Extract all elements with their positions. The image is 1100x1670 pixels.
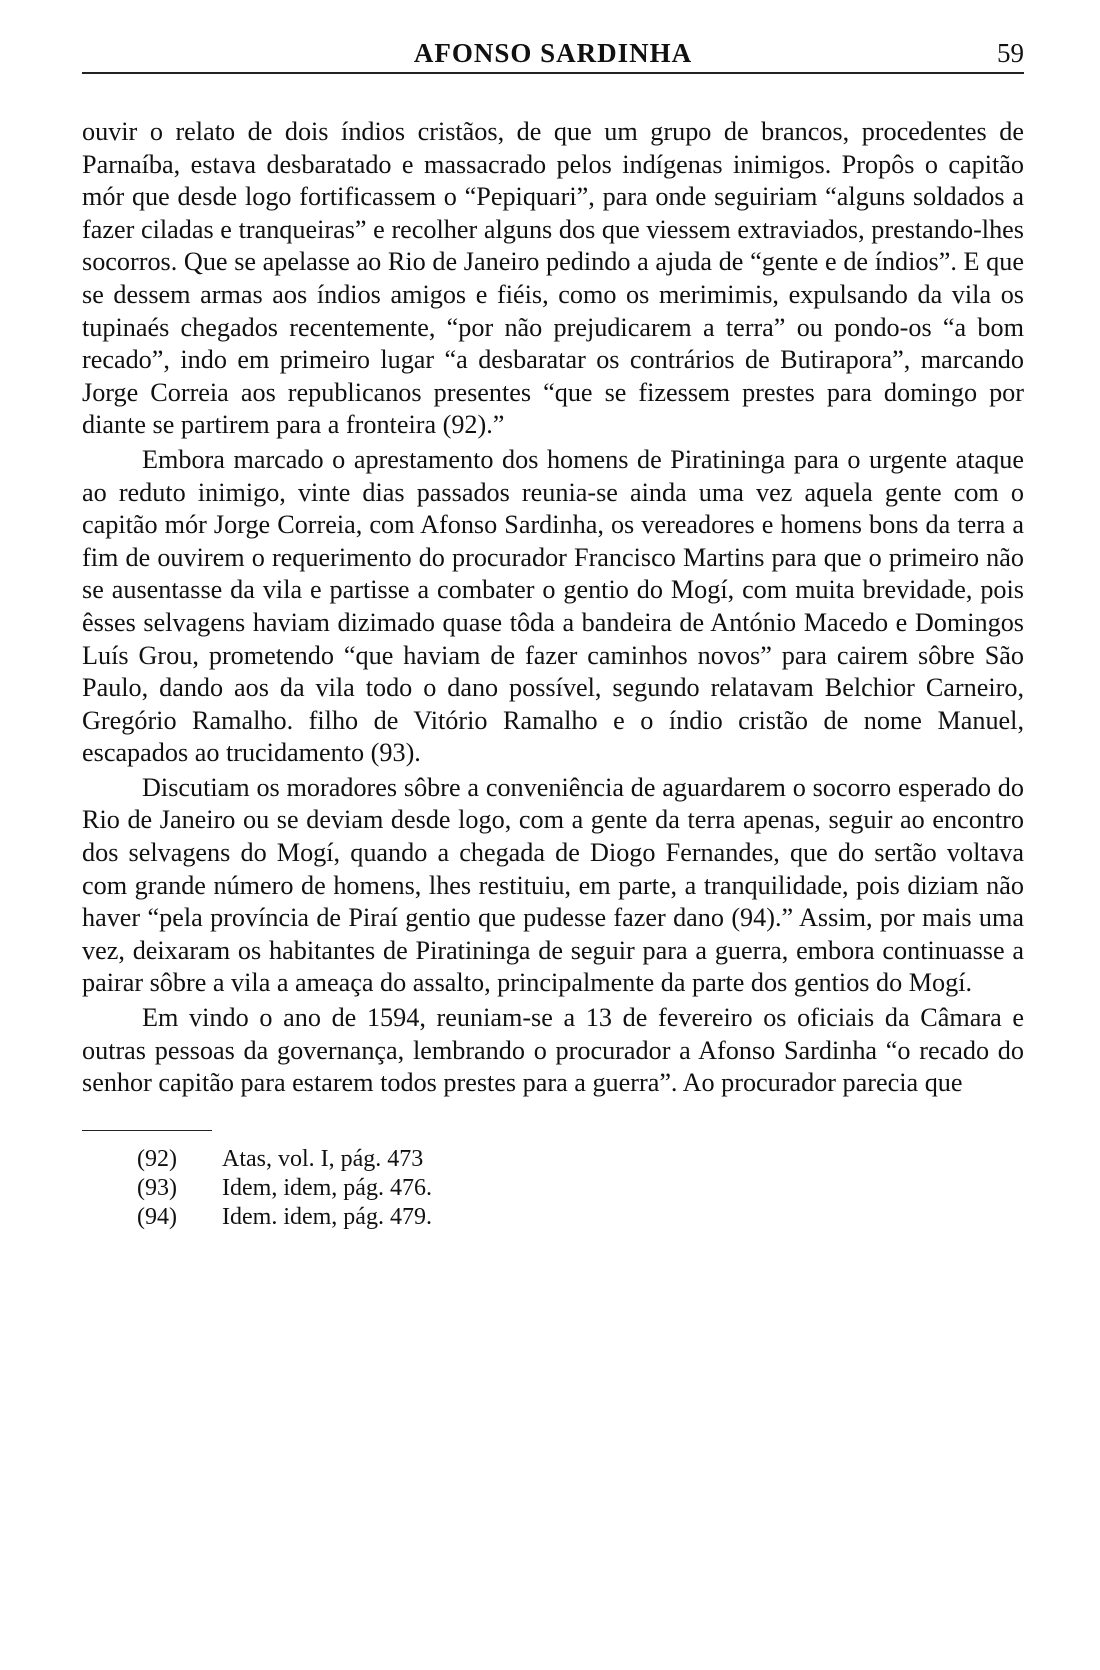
running-title: AFONSO SARDINHA: [413, 38, 693, 68]
paragraph: ouvir o relato de dois índios cristãos, de que um grupo de brancos, procedentes de Parnaíba, estava desbaratado e massacrado pelos indígenas inimigos. Propôs o capitão mór que desde logo fortificassem o “Pepiquari”, para onde seguiriam “alguns soldados a fazer ciladas e tranqueiras” e recolher alguns dos que viessem extraviados, prestando-lhes socorros. Que se apelasse ao Rio de Janeiro pedindo a ajuda de “gente e de índios”. E que se dessem armas aos índios amigos e fiéis, como os merimimis, expulsando da vila os tupinaés chegados recentemente, “por não prejudicarem a terra” ou pondo-os “a bom recado”, indo em primeiro lugar “a desbaratar os contrários de Butirapora”, marcando Jorge Correia aos republicanos presentes “que se fizessem prestes para domingo por diante se partirem para a fronteira (92).”: [82, 117, 1024, 440]
page-number: 59: [997, 38, 1024, 68]
running-header: [82, 30, 1024, 74]
footnote: [82, 1203, 1024, 1232]
footnote-number: (93): [137, 1174, 177, 1201]
footnotes: [82, 1145, 1024, 1232]
body-text: [82, 116, 1024, 1100]
footnote: [82, 1145, 1024, 1174]
paragraph: Embora marcado o aprestamento dos homens de Piratininga para o urgente ataque ao reduto inimigo, vinte dias passados reunia-se ainda uma vez aquela gente com o capitão mór Jorge Correia, com Afonso Sardinha, os vereadores e homens bons da terra a fim de ouvirem o requerimento do procurador Francisco Martins para que o primeiro não se ausentasse da vila e partisse a combater o gentio do Mogí, com muita brevidade, pois êsses selvagens haviam dizimado quase tôda a bandeira de António Macedo e Domingos Luís Grou, prometendo “que haviam de fazer caminhos novos” para cairem sôbre São Paulo, dando aos da vila todo o dano possível, segundo relatavam Belchior Carneiro, Gregório Ramalho. filho de Vitório Ramalho e o índio cristão de nome Manuel, escapados ao trucidamento (93).: [82, 444, 1024, 768]
paragraph: Discutiam os moradores sôbre a conveniência de aguardarem o socorro esperado do Rio de Janeiro ou se deviam desde logo, com a gente da terra apenas, seguir ao encontro dos selvagens do Mogí, quando a chegada de Diogo Fernandes, que do sertão voltava com grande número de homens, lhes restituiu, em parte, a tranquilidade, pois diziam não haver “pela província de Piraí gentio que pudesse fazer dano (94).” Assim, por mais uma vez, deixaram os habitantes de Piratininga de seguir para a guerra, embora continuasse a pairar sôbre a vila a ameaça do assalto, principalmente da parte dos gentios do Mogí.: [82, 772, 1024, 998]
footnote: [82, 1174, 1024, 1203]
book-page: [82, 30, 1024, 1650]
footnote-number: (92): [137, 1145, 177, 1172]
footnote-text: Idem. idem, pág. 479.: [222, 1203, 432, 1230]
footnote-divider: [82, 1130, 212, 1131]
footnote-text: Idem, idem, pág. 476.: [222, 1174, 432, 1201]
footnote-number: (94): [137, 1203, 177, 1230]
paragraph: Em vindo o ano de 1594, reuniam-se a 13 de fevereiro os oficiais da Câmara e outras pessoas da governança, lembrando o procurador a Afonso Sardinha “o recado do senhor capitão para estarem todos prestes para a guerra”. Ao procurador parecia que: [82, 1003, 1024, 1098]
footnote-text: Atas, vol. I, pág. 473: [222, 1145, 424, 1172]
